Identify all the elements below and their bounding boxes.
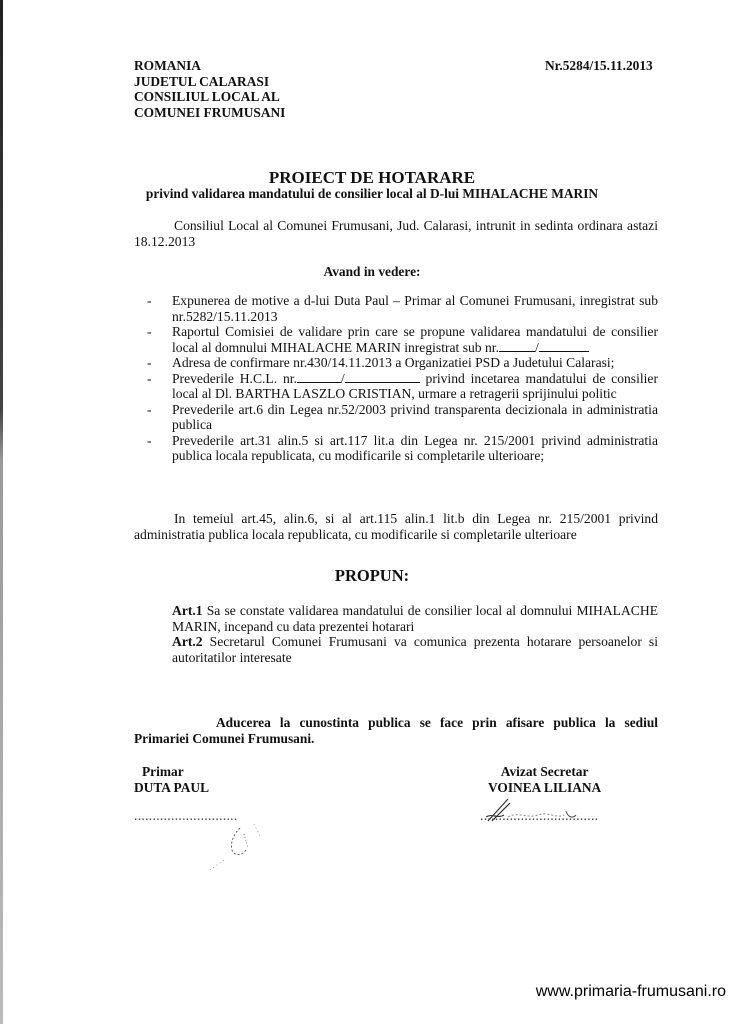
signatory-role: Avizat Secretar (500, 764, 589, 779)
signature-block-secretary (488, 764, 601, 795)
consideration-text: Prevederile H.C.L. nr. (172, 370, 297, 386)
consideration-text: Expunerea de motive a d-lui Duta Paul – Primar al Comunei Frumusani, inregistrat sub nr.5282/15.11.2013 (172, 293, 658, 324)
article-label: Art.2 (172, 634, 203, 649)
consideration-text: Prevederile art.6 din Legea nr.52/2003 privind transparenta decizionala in administratia publica (172, 401, 658, 432)
document-title: PROIECT DE HOTARARE (268, 168, 476, 187)
list-dash: - (147, 355, 152, 370)
issuer-line-country: ROMANIA (134, 58, 201, 73)
publication-notice: Aducerea la cunostinta publica se face prin afisare publica la sediul Primariei Comunei Frumusani. (134, 715, 658, 746)
signature-line-mayor: ............................ (134, 808, 238, 823)
signature-scribble-secretary (478, 795, 588, 825)
consideration-item (147, 324, 658, 355)
consideration-item (147, 355, 658, 371)
issuer-line-county: JUDETUL CALARASI (134, 73, 270, 89)
list-dash: - (147, 401, 152, 417)
article-text: Sa se constate validarea mandatului de consilier local al domnului MIHALACHE MARIN, incepand cu data prezentei hotarari (172, 603, 658, 634)
article-label: Art.1 (172, 603, 203, 618)
consideration-item (147, 293, 658, 324)
consideration-item (147, 370, 658, 402)
registration-number: Nr.5284/15.11.2013 (545, 58, 653, 73)
consideration-item (147, 432, 658, 464)
issuer-block (134, 58, 285, 120)
articles-block (172, 603, 658, 665)
list-dash: - (147, 370, 152, 386)
propose-heading: PROPUN: (334, 566, 410, 585)
scan-edge (0, 0, 3, 1024)
list-dash: - (147, 432, 152, 448)
issuer-line-commune: COMUNEI FRUMUSANI (134, 104, 286, 120)
consideration-text: Raportul Comisiei de validare prin care se propune validarea mandatului de consilier local al domnului MIHALACHE MARIN inregistrat sub nr. (172, 324, 658, 355)
article-1 (172, 603, 658, 634)
list-dash: - (147, 324, 152, 339)
blank-field (345, 371, 420, 383)
document-subtitle: privind validarea mandatului de consilier local al D-lui MIHALACHE MARIN (145, 186, 599, 201)
consideration-text: Adresa de confirmare nr.430/14.11.2013 a Organizatiei PSD a Judetului Calarasi; (172, 355, 615, 370)
blank-field (499, 340, 535, 352)
separator: / (534, 339, 539, 355)
considerations-list (147, 293, 658, 464)
signatory-name: VOINEA LILIANA (488, 779, 602, 795)
consideration-text: Prevederile art.31 alin.5 si art.117 lit.a din Legea nr. 215/2001 privind administratia publica locala republicata, cu modificarile si completarile ulterioare; (172, 432, 658, 463)
list-dash: - (147, 293, 152, 308)
blank-field (297, 371, 341, 383)
article-2 (172, 634, 658, 665)
signature-scribble-mayor (200, 820, 270, 875)
considering-heading: Avand in vedere: (323, 264, 421, 279)
article-text: Secretarul Comunei Frumusani va comunica prezenta hotarare persoanelor si autoritatilor interesate (172, 634, 658, 665)
issuer-line-council: CONSILIUL LOCAL AL (134, 89, 280, 104)
signatory-name: DUTA PAUL (134, 779, 210, 795)
footer-website: www.primaria-frumusani.ro (535, 983, 726, 1000)
signature-block-mayor (134, 764, 209, 795)
intro-paragraph: Consiliul Local al Comunei Frumusani, Jud. Calarasi, intrunit in sedinta ordinara astazi 18.12.2013 (134, 218, 658, 249)
legal-basis-paragraph: In temeiul art.45, alin.6, si al art.115 alin.1 lit.b din Legea nr. 215/2001 privind administratia publica locala republicata, cu modificarile si completarile ulterioare (134, 511, 658, 542)
signatory-role: Primar (142, 764, 184, 779)
separator: / (340, 370, 345, 386)
consideration-text-cont: privind incetarea mandatului de consilier local al Dl. BARTHA LASZLO CRISTIAN, urmare a retragerii sprijinului politic (172, 370, 658, 401)
signature-line-secretary: ................................ (480, 808, 599, 823)
consideration-item (147, 401, 658, 433)
blank-field (539, 340, 589, 352)
